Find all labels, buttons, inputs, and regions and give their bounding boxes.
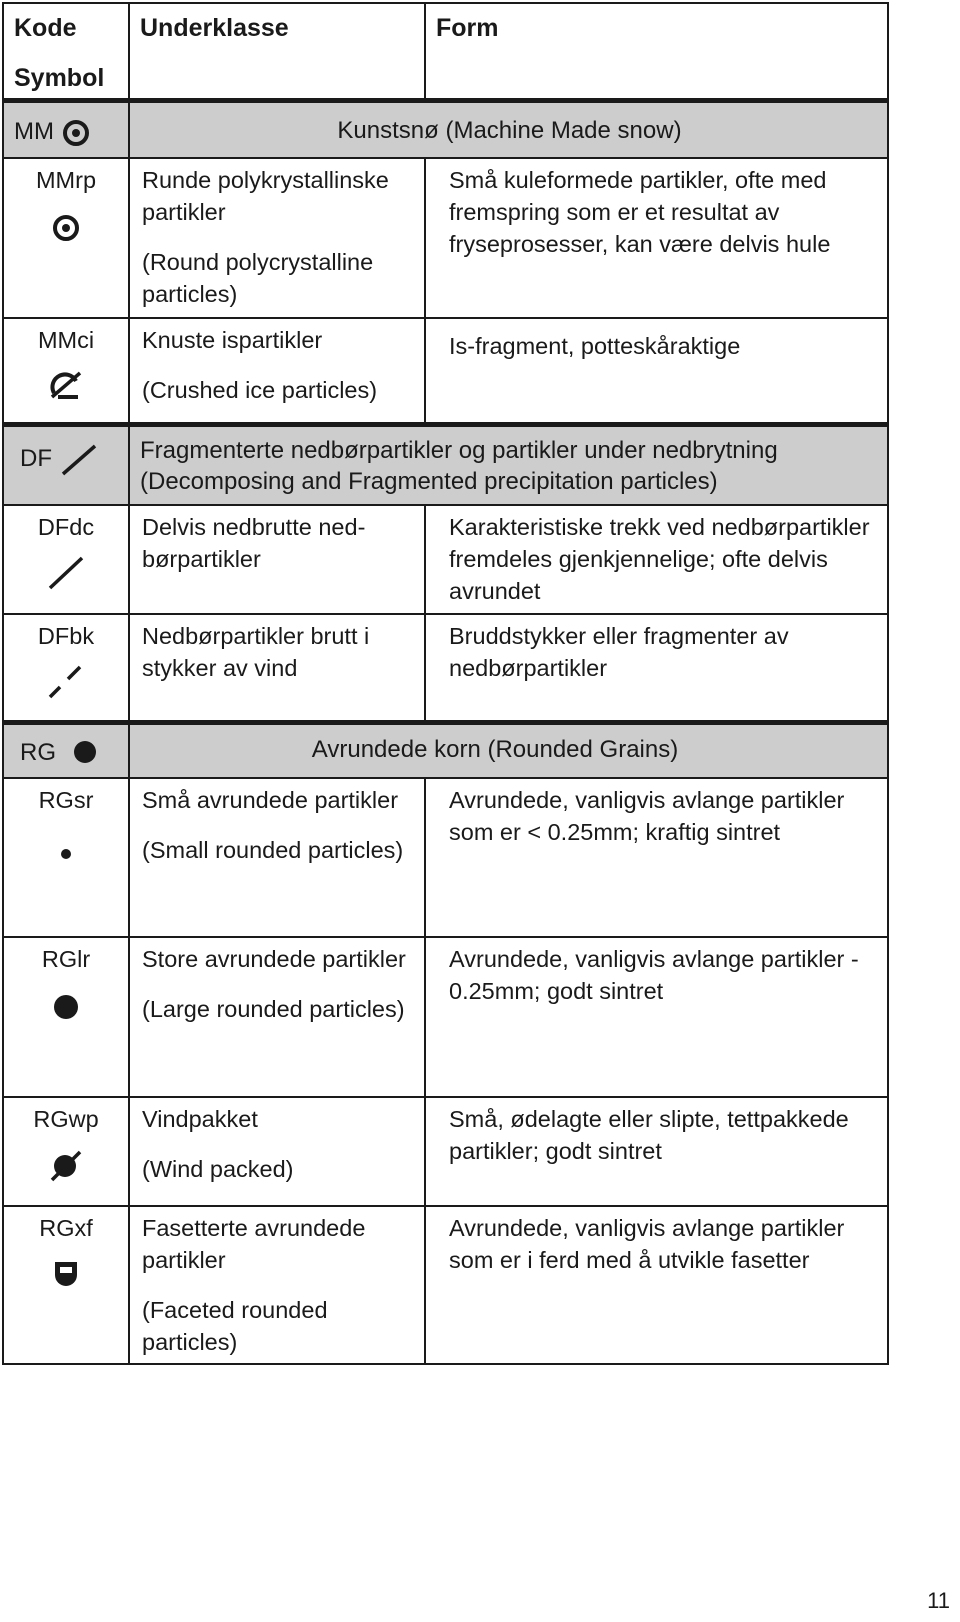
column-divider xyxy=(424,505,426,725)
filled-dot-icon xyxy=(52,993,80,1021)
page-number: 11 xyxy=(927,1588,950,1613)
table-row xyxy=(2,505,889,613)
row-divider xyxy=(2,936,889,938)
slashed-dot-icon xyxy=(49,1148,83,1182)
filled-dot-icon xyxy=(63,740,97,768)
table-border-left xyxy=(2,2,4,1365)
category-code: MM xyxy=(14,118,54,145)
row-subclass: Nedbørpartikler brutt i stykker av vind xyxy=(142,623,370,681)
column-divider xyxy=(424,2,426,103)
row-divider xyxy=(2,504,889,506)
category-row-df xyxy=(2,427,889,504)
slash-icon xyxy=(46,556,86,590)
column-divider xyxy=(424,778,426,1365)
row-subclass-english: (Wind packed) xyxy=(142,1156,294,1182)
slash-icon xyxy=(59,444,99,476)
header-subclass: Underklasse xyxy=(140,14,289,42)
category-title: Fragmenterte nedbørpartikler og partikler under nedbrytning (Decomposing and Fragmented precipitation particles) xyxy=(140,437,778,495)
row-form: Bruddstykker eller fragmenter av nedbørpartikler xyxy=(449,623,789,681)
row-subclass: Fasetterte avrundede partikler xyxy=(142,1215,366,1273)
column-divider xyxy=(424,158,426,427)
header-symbol: Symbol xyxy=(14,64,105,92)
row-form: Avrundede, vanligvis avlange partikler - 0.25mm; godt sintret xyxy=(449,946,859,1004)
row-subclass-english: (Round polycrystalline particles) xyxy=(142,249,374,307)
faceted-dot-icon xyxy=(52,1259,80,1289)
table-row xyxy=(2,158,889,317)
row-subclass: Små avrundede partikler xyxy=(142,787,399,813)
thick-divider xyxy=(2,98,889,103)
crushed-ice-icon xyxy=(48,367,84,401)
category-title: Kunstsnø (Machine Made snow) xyxy=(337,117,682,144)
row-code: DFbk xyxy=(37,623,95,649)
row-code: MMrp xyxy=(35,167,97,193)
row-code: RGsr xyxy=(38,787,94,813)
row-subclass: Runde polykrystallinske partikler xyxy=(142,167,389,225)
row-subclass-english: (Crushed ice particles) xyxy=(142,377,378,403)
row-code: MMci xyxy=(37,327,95,353)
table-row xyxy=(2,614,889,720)
category-title: Avrundede korn (Rounded Grains) xyxy=(311,736,679,763)
snow-classification-table xyxy=(2,2,889,1412)
row-divider xyxy=(2,1205,889,1207)
row-subclass-english: (Small rounded particles) xyxy=(142,837,404,863)
row-subclass: Vindpakket xyxy=(142,1106,258,1132)
row-subclass: Delvis nedbrutte nedbørpartikler xyxy=(142,514,366,572)
category-row-rg xyxy=(2,725,889,777)
row-code: DFdc xyxy=(37,514,95,540)
header-form: Form xyxy=(436,14,499,42)
row-divider xyxy=(2,157,889,159)
table-header xyxy=(2,2,889,98)
category-code: RG xyxy=(20,739,56,766)
row-form: Avrundede, vanligvis avlange partikler som er < 0.25mm; kraftig sintret xyxy=(449,787,845,845)
row-divider xyxy=(2,317,889,319)
column-divider xyxy=(128,2,130,1365)
row-divider xyxy=(2,777,889,779)
thick-divider xyxy=(2,720,889,725)
row-form: Avrundede, vanligvis avlange partikler som er i ferd med å utvikle fasetter xyxy=(449,1215,845,1273)
table-row xyxy=(2,1206,889,1365)
row-form: Karakteristiske trekk ved nedbørpartikler fremdeles gjenkjennelige; ofte delvis avrundet xyxy=(449,514,870,604)
category-row-mm xyxy=(2,103,889,157)
row-subclass: Knuste ispartikler xyxy=(142,327,323,353)
row-divider xyxy=(2,1096,889,1098)
thick-divider xyxy=(2,422,889,427)
category-code: DF xyxy=(20,445,52,472)
row-code: RGxf xyxy=(39,1215,93,1241)
broken-slash-icon xyxy=(46,665,86,699)
row-code: RGlr xyxy=(41,946,91,972)
table-row xyxy=(2,318,889,422)
table-border-bottom xyxy=(2,1363,889,1365)
row-divider xyxy=(2,613,889,615)
table-row xyxy=(2,1097,889,1205)
table-row xyxy=(2,778,889,936)
row-form: Små kuleformede partikler, ofte med fremspring som er et resultat av fryseprosesser, kan være delvis hule xyxy=(449,167,831,257)
table-border-right xyxy=(887,2,889,1365)
row-form: Små, ødelagte eller slipte, tettpakkede partikler; godt sintret xyxy=(449,1106,849,1164)
row-subclass-english: (Faceted rounded particles) xyxy=(142,1297,328,1355)
row-form: Is-fragment, potteskåraktige xyxy=(449,333,741,359)
double-ring-icon xyxy=(51,213,81,243)
small-dot-icon xyxy=(59,847,73,861)
row-code: RGwp xyxy=(33,1106,99,1132)
table-row xyxy=(2,937,889,1096)
double-ring-icon xyxy=(61,118,91,148)
table-border-top xyxy=(2,2,889,4)
row-subclass: Store avrundede partikler xyxy=(142,946,406,972)
row-subclass-english: (Large rounded particles) xyxy=(142,996,405,1022)
header-code: Kode xyxy=(14,14,77,42)
